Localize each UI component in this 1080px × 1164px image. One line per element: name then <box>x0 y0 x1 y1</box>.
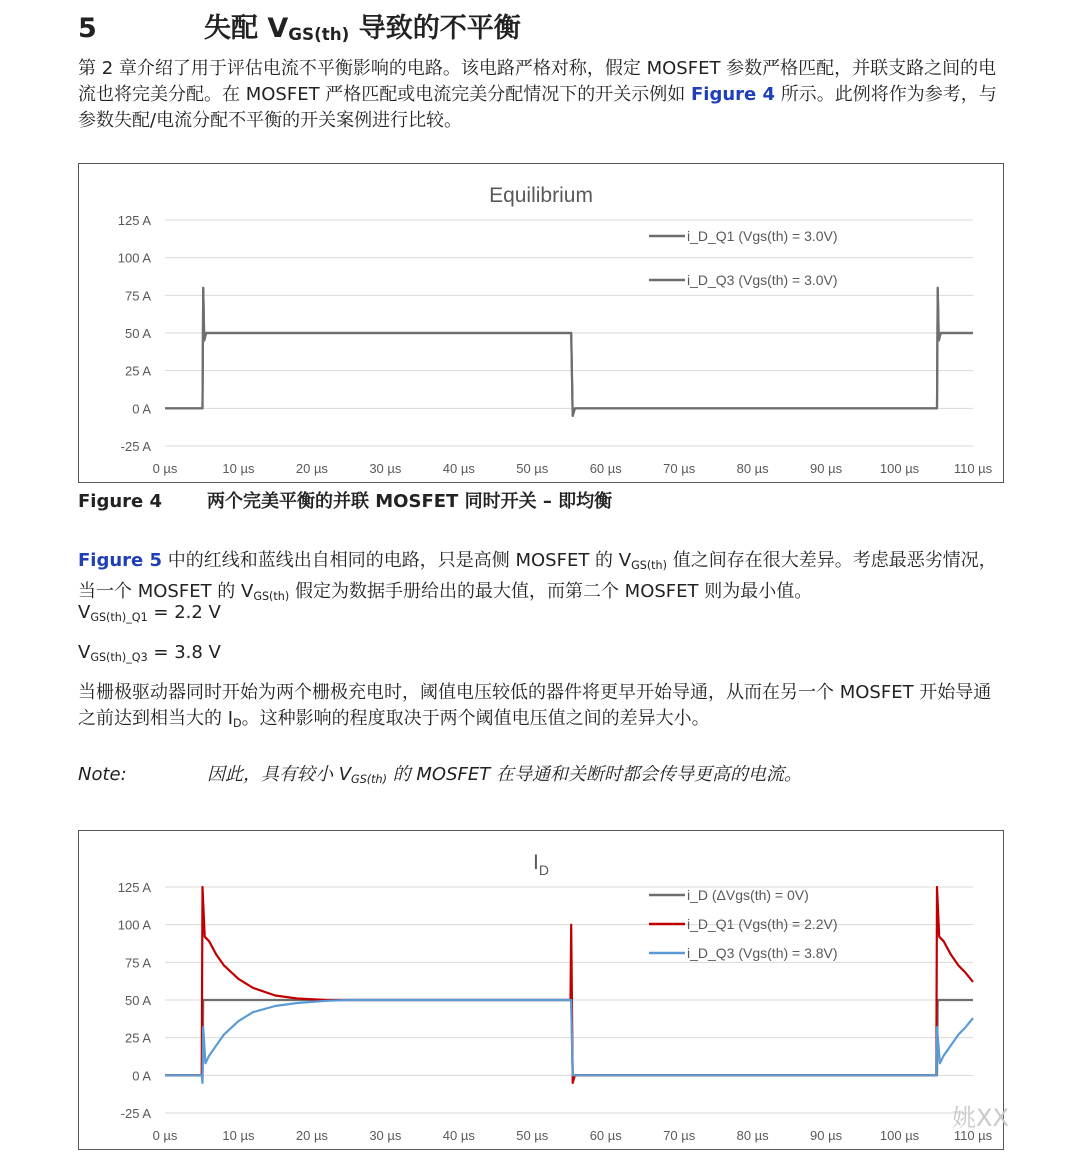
legend-label: i_D_Q1 (Vgs(th) = 3.0V) <box>687 228 838 244</box>
x-tick-label: 10 µs <box>222 1128 255 1143</box>
x-tick-label: 50 µs <box>516 461 549 476</box>
vgs-q3-value: = 3.8 V <box>147 642 221 663</box>
vgs-q3-line <box>78 640 1003 671</box>
y-tick-label: 100 A <box>117 250 151 266</box>
legend-label: i_D (ΔVgs(th) = 0V) <box>687 887 809 903</box>
p3-sub: D <box>233 717 242 730</box>
note-text-1: 因此，具有较小 V <box>207 764 352 785</box>
y-tick-label: 0 A <box>132 1068 151 1084</box>
chart-title: $I_D$ <box>533 851 549 878</box>
equilibrium-chart <box>79 164 1003 482</box>
x-tick-label: 80 µs <box>736 461 769 476</box>
p2-sub-2: GS(th) <box>253 590 290 603</box>
x-tick-label: 90 µs <box>810 1128 843 1143</box>
vgs-q1-value: = 2.2 V <box>147 602 221 623</box>
x-tick-label: 60 µs <box>589 1128 622 1143</box>
section-heading <box>78 6 521 45</box>
p2-sub-1: GS(th) <box>631 559 667 572</box>
series-line-2 <box>165 1000 973 1083</box>
x-tick-label: 20 µs <box>295 461 328 476</box>
chart-title-sub: D <box>538 862 549 878</box>
paragraph-3 <box>78 680 1003 737</box>
id-chart-frame <box>78 830 1004 1150</box>
figure4-label: Figure 4 <box>78 491 163 512</box>
note-sub: GS(th) <box>351 773 387 786</box>
x-tick-label: 40 µs <box>442 461 475 476</box>
x-tick-label: 30 µs <box>369 1128 402 1143</box>
figure4-caption-text: 两个完美平衡的并联 MOSFET 同时开关 – 即均衡 <box>207 491 613 512</box>
x-tick-label: 20 µs <box>295 1128 328 1143</box>
x-tick-label: 70 µs <box>663 461 696 476</box>
x-tick-label: 60 µs <box>589 461 622 476</box>
chart-title: Equilibrium <box>489 184 593 207</box>
x-tick-label: 100 µs <box>879 461 920 476</box>
legend-label: i_D_Q3 (Vgs(th) = 3.0V) <box>687 272 838 288</box>
y-tick-label: -25 A <box>120 439 151 454</box>
y-tick-label: -25 A <box>120 1106 151 1121</box>
x-tick-label: 50 µs <box>516 1128 549 1143</box>
p3-text-1: 当栅极驱动器同时开始为两个栅极充电时，阈值电压较低的器件将更早开始导通，从而在另一个 MOSFET 开始导通之前达到相当大的 I <box>78 682 992 729</box>
vgs-q1-line <box>78 600 1003 631</box>
note-label: Note: <box>78 764 127 785</box>
note <box>78 760 802 786</box>
p2-text-3: 假定为数据手册给出的最大值，而第二个 MOSFET 则为最小值。 <box>289 581 813 602</box>
y-tick-label: 75 A <box>124 288 151 304</box>
x-tick-label: 110 µs <box>953 1128 993 1143</box>
x-tick-label: 70 µs <box>663 1128 696 1143</box>
vgs-q1-sub: GS(th)_Q1 <box>90 611 148 624</box>
figure4-link[interactable]: Figure 4 <box>691 84 776 105</box>
intro-paragraph <box>78 56 1003 134</box>
y-tick-label: 25 A <box>124 1030 151 1046</box>
equilibrium-chart-frame <box>78 163 1004 483</box>
intro-text-1: 第 2 章介绍了用于评估电流不平衡影响的电路。该电路严格对称，假定 MOSFET 参数严格匹配，并联支路之间的电流也将完美分配。在 MOSFET 严格匹配或电流完美分配情况下的开关示例如 <box>78 58 997 105</box>
id-chart <box>79 831 1003 1149</box>
section-title-post: 导致的不平衡 <box>349 13 521 44</box>
y-tick-label: 0 A <box>132 401 151 417</box>
y-tick-label: 75 A <box>124 955 151 971</box>
series-line-1 <box>165 288 973 416</box>
x-tick-label: 100 µs <box>879 1128 920 1143</box>
section-title-pre: 失配 V <box>204 13 289 44</box>
p2-text-1: 中的红线和蓝线出自相同的电路，只是高侧 MOSFET 的 V <box>162 550 632 571</box>
y-tick-label: 50 A <box>124 993 151 1008</box>
vgs-q1-pre: V <box>78 602 91 623</box>
x-tick-label: 80 µs <box>736 1128 769 1143</box>
x-tick-label: 0 µs <box>152 1128 178 1143</box>
watermark: 姚XX <box>952 1104 1009 1132</box>
series-line-1 <box>165 887 973 1083</box>
figure5-link[interactable]: Figure 5 <box>78 550 163 571</box>
y-tick-label: 100 A <box>117 917 151 933</box>
x-tick-label: 110 µs <box>953 461 993 476</box>
intro-text-2: 所示。此例将作为参考，与参数失配/电流分配不平衡的开关案例进行比较。 <box>78 84 997 131</box>
note-text-2: 的 MOSFET 在导通和关断时都会传导更高的电流。 <box>386 764 802 785</box>
y-tick-label: 125 A <box>117 880 151 895</box>
x-tick-label: 40 µs <box>442 1128 475 1143</box>
legend-label: i_D_Q1 (Vgs(th) = 2.2V) <box>687 916 838 932</box>
figure4-caption <box>78 487 612 513</box>
x-tick-label: 10 µs <box>222 461 255 476</box>
p3-text-2: 。这种影响的程度取决于两个阈值电压值之间的差异大小。 <box>241 708 710 729</box>
vgs-q3-pre: V <box>78 642 91 663</box>
section-title-sub: GS(th) <box>288 24 350 44</box>
legend-label: i_D_Q3 (Vgs(th) = 3.8V) <box>687 945 838 961</box>
y-tick-label: 50 A <box>124 326 151 341</box>
section-number: 5 <box>78 13 97 44</box>
x-tick-label: 90 µs <box>810 461 843 476</box>
x-tick-label: 30 µs <box>369 461 402 476</box>
series-line-0 <box>165 288 973 416</box>
p2-text-2: 值之间存在很大差异。考虑最恶劣情况，当一个 MOSFET 的 V <box>78 550 997 602</box>
y-tick-label: 125 A <box>117 213 151 228</box>
vgs-q3-sub: GS(th)_Q3 <box>90 651 148 664</box>
y-tick-label: 25 A <box>124 363 151 379</box>
x-tick-label: 0 µs <box>152 461 178 476</box>
